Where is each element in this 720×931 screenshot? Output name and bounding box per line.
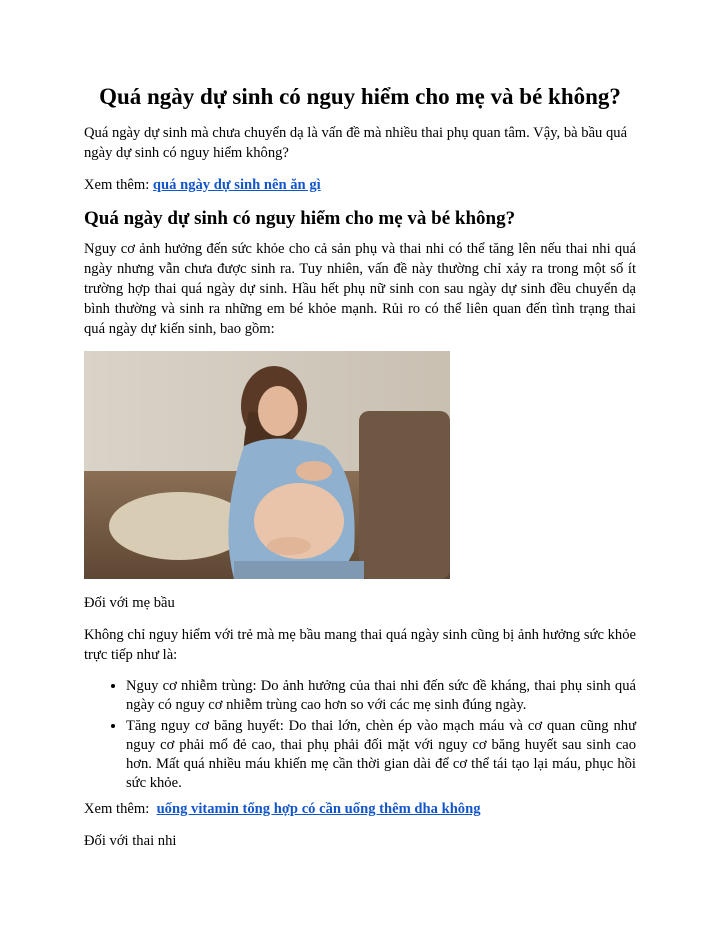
- see-also-1-prefix: Xem thêm:: [84, 177, 150, 193]
- see-also-2: [84, 799, 636, 819]
- see-also-2-link[interactable]: uống vitamin tổng hợp có cần uống thêm dha không: [156, 801, 481, 817]
- risk-paragraph: Nguy cơ ảnh hưởng đến sức khỏe cho cả sản phụ và thai nhi có thể tăng lên nếu thai nhi quá ngày nhưng vẫn chưa được sinh ra. Tuy nhiên, vấn đề này thường chỉ xảy ra trong một số ít trường hợp thai quá ngày dự sinh. Hầu hết phụ nữ sinh con sau ngày dự sinh đều chuyển dạ bình thường và sinh ra những em bé khỏe mạnh. Rủi ro có thể liên quan đến tình trạng thai quá ngày dự kiến sinh, bao gồm:: [84, 241, 636, 337]
- list-item: • Tăng nguy cơ băng huyết: Do thai lớn, chèn ép vào mạch máu và cơ quan cũng như nguy cơ phải mổ đẻ cao, thai phụ phải đối mặt với nguy cơ băng huyết sau sinh cao hơn. Mất quá nhiều máu khiến mẹ cần thời gian dài để cơ thể tái tạo lại máu, phục hồi sức khỏe.: [126, 717, 636, 793]
- subheading-baby: Đối với thai nhi: [84, 833, 177, 849]
- intro-paragraph: Quá ngày dự sinh mà chưa chuyển dạ là vấn đề mà nhiều thai phụ quan tâm. Vậy, bà bầu quá ngày dự sinh có nguy hiểm không?: [84, 125, 628, 161]
- see-also-1: [84, 175, 636, 195]
- risk-list: [84, 677, 636, 793]
- subheading-mother: Đối với mẹ bầu: [84, 595, 175, 611]
- see-also-2-prefix: Xem thêm:: [84, 801, 150, 817]
- mother-paragraph: Không chỉ nguy hiểm với trẻ mà mẹ bầu mang thai quá ngày sinh cũng bị ảnh hưởng sức khỏe trực tiếp như là:: [84, 627, 636, 663]
- page-title: Quá ngày dự sinh có nguy hiểm cho mẹ và bé không?: [99, 84, 621, 109]
- list-item: • Nguy cơ nhiễm trùng: Do ảnh hưởng của thai nhi đến sức đề kháng, thai phụ sinh quá ngày có nguy cơ nhiễm trùng cao hơn so với các mẹ sinh đúng ngày.: [126, 677, 636, 715]
- pregnant-woman-photo: [84, 351, 450, 579]
- see-also-1-link[interactable]: quá ngày dự sinh nên ăn gì: [152, 177, 321, 193]
- section-heading: Quá ngày dự sinh có nguy hiểm cho mẹ và bé không?: [84, 208, 516, 229]
